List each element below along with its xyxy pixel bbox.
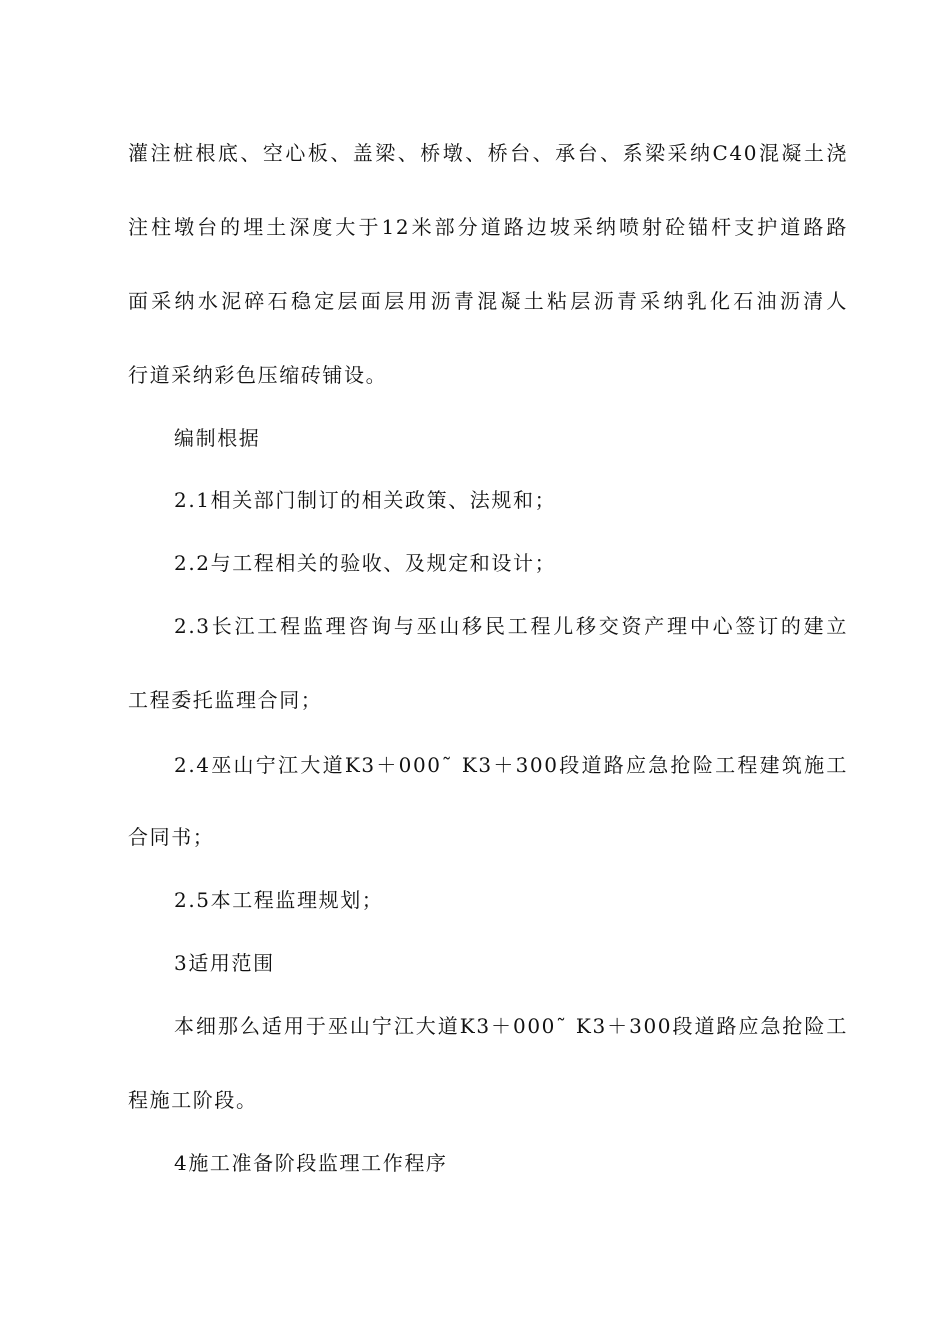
basis-item-3-line-1: 2.3长江工程监理咨询与巫山移民工程儿移交资产理中心签订的建立	[174, 614, 848, 638]
basis-item-1: 2.1相关部门制订的相关政策、法规和；	[174, 488, 557, 512]
intro-line-4: 行道采纳彩色压缩砖铺设。	[128, 363, 388, 387]
intro-line-2: 注柱墩台的埋土深度大于12米部分道路边坡采纳喷射砼锚杆支护道路路	[128, 215, 848, 239]
basis-item-4-line-1: 2.4巫山宁江大道K3＋000˜ K3＋300段道路应急抢险工程建筑施工	[174, 753, 848, 777]
basis-heading: 编制根据	[174, 426, 261, 450]
basis-item-3-line-2: 工程委托监理合同；	[128, 688, 323, 712]
procedure-heading: 4施工准备阶段监理工作程序	[174, 1151, 448, 1175]
basis-item-5: 2.5本工程监理规划；	[174, 888, 384, 912]
basis-item-2: 2.2与工程相关的验收、及规定和设计；	[174, 551, 557, 575]
intro-line-1: 灌注桩根底、空心板、盖梁、桥墩、桥台、承台、系梁采纳C40混凝土浇	[128, 141, 848, 165]
scope-text-line-2: 程施工阶段。	[128, 1088, 258, 1112]
intro-line-3: 面采纳水泥碎石稳定层面层用沥青混凝土粘层沥青采纳乳化石油沥清人	[128, 289, 848, 313]
scope-text-line-1: 本细那么适用于巫山宁江大道K3＋000˜ K3＋300段道路应急抢险工	[174, 1014, 848, 1038]
basis-item-4-line-2: 合同书；	[128, 825, 215, 849]
scope-heading: 3适用范围	[174, 951, 275, 975]
